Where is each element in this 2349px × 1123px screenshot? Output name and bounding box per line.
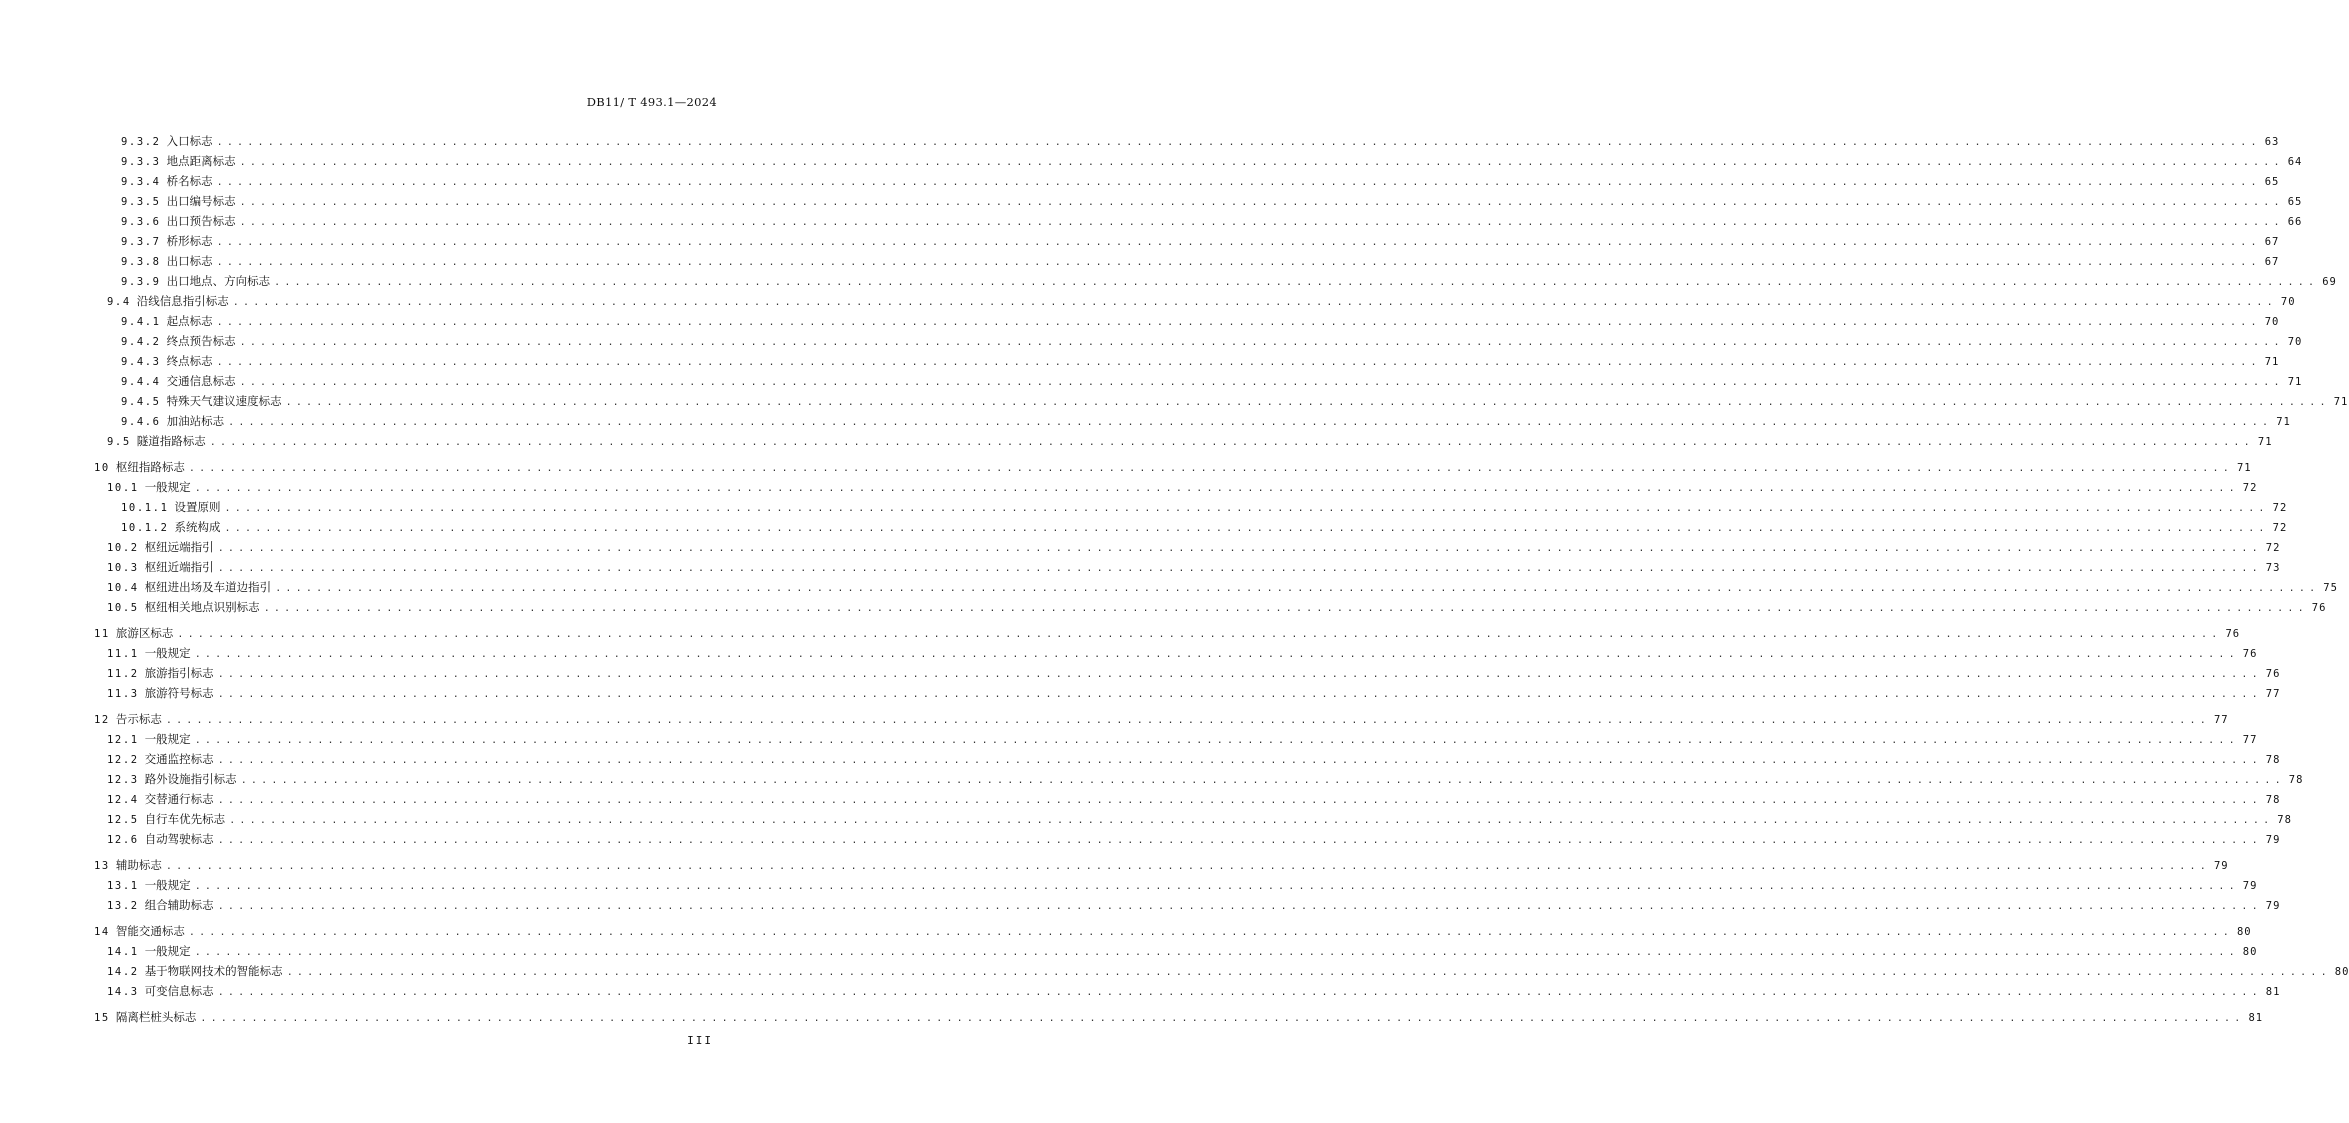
toc-entry[interactable] <box>0 331 2303 351</box>
toc-dot-leader: ........................................................................................................................................................................................................ <box>188 463 2233 474</box>
toc-entry-page: 79 <box>2242 880 2258 892</box>
toc-entry-page: 79 <box>2265 834 2281 846</box>
toc-entry[interactable] <box>0 663 2281 683</box>
toc-dot-leader: ........................................................................................................................................................................................................ <box>200 1013 2245 1024</box>
toc-entry[interactable] <box>0 623 2241 643</box>
toc-entry-title: 起点标志 <box>166 314 213 328</box>
toc-dot-leader: ........................................................................................................................................................................................................ <box>217 669 2262 680</box>
toc-entry[interactable] <box>0 981 2281 1001</box>
toc-entry-title: 入口标志 <box>166 134 213 148</box>
toc-dot-leader: ........................................................................................................................................................................................................ <box>239 337 2284 348</box>
toc-entry-page: 71 <box>2276 416 2291 428</box>
toc-entry-title: 桥形标志 <box>166 234 213 248</box>
toc-entry-page: 73 <box>2265 562 2281 574</box>
toc-entry-page: 77 <box>2242 734 2258 746</box>
toc-entry-page: 79 <box>2265 900 2281 912</box>
toc-entry[interactable] <box>0 311 2280 331</box>
toc-entry-title: 加油站标志 <box>166 414 225 428</box>
toc-entry[interactable] <box>0 729 2258 749</box>
toc-entry[interactable] <box>0 643 2258 663</box>
toc-entry[interactable] <box>0 769 2304 789</box>
toc-entry-number: 11 <box>94 628 110 640</box>
toc-dot-leader: ........................................................................................................................................................................................................ <box>165 861 2210 872</box>
toc-entry-title: 组合辅助标志 <box>144 898 214 912</box>
toc-dot-leader: ........................................................................................................................................................................................................ <box>239 157 2284 168</box>
toc-entry[interactable] <box>0 211 2303 231</box>
toc-entry-title: 辅助标志 <box>115 858 162 872</box>
toc-entry-title: 旅游符号标志 <box>144 686 214 700</box>
toc-entry-page: 72 <box>2242 482 2258 494</box>
toc-entry[interactable] <box>0 557 2281 577</box>
toc-dot-leader: ........................................................................................................................................................................................................ <box>216 257 2261 268</box>
toc-entry-page: 80 <box>2242 946 2258 958</box>
document-code: DB11/ T 493.1—2024 <box>586 95 717 109</box>
toc-entry-page: 71 <box>2236 462 2252 474</box>
toc-entry-page: 71 <box>2257 436 2273 448</box>
toc-entry-number: 10.1.2 <box>121 522 169 534</box>
toc-dot-leader: ........................................................................................................................................................................................................ <box>209 437 2254 448</box>
toc-entry-page: 69 <box>2322 276 2337 288</box>
toc-entry[interactable] <box>0 191 2303 211</box>
toc-entry-number: 14 <box>94 926 110 938</box>
toc-entry-page: 79 <box>2213 860 2229 872</box>
toc-dot-leader: ........................................................................................................................................................................................................ <box>188 927 2233 938</box>
toc-entry[interactable] <box>0 517 2288 537</box>
toc-entry[interactable] <box>0 537 2281 557</box>
toc-entry[interactable] <box>0 411 2291 431</box>
toc-entry[interactable] <box>0 829 2281 849</box>
toc-entry-number: 9.5 <box>107 436 131 448</box>
toc-dot-leader: ........................................................................................................................................................................................................ <box>232 297 2277 308</box>
toc-entry[interactable] <box>0 231 2280 251</box>
toc-dot-leader: ........................................................................................................................................................................................................ <box>217 835 2262 846</box>
toc-entry-page: 66 <box>2287 216 2303 228</box>
toc-entry-number: 14.3 <box>107 986 139 998</box>
toc-entry[interactable] <box>0 457 2252 477</box>
table-of-contents <box>0 131 2349 1027</box>
toc-entry-number: 12.4 <box>107 794 139 806</box>
toc-dot-leader: ........................................................................................................................................................................................................ <box>229 815 2274 826</box>
toc-entry-title: 自动驾驶标志 <box>144 832 214 846</box>
toc-entry-title: 交通监控标志 <box>144 752 214 766</box>
toc-entry-page: 75 <box>2323 582 2338 594</box>
toc-entry-title: 出口标志 <box>166 254 213 268</box>
toc-entry-number: 9.4.4 <box>121 376 161 388</box>
toc-entry-title: 一般规定 <box>144 732 191 746</box>
toc-entry-title: 枢纽远端指引 <box>144 540 214 554</box>
toc-entry-title: 枢纽相关地点识别标志 <box>144 600 260 614</box>
toc-entry[interactable] <box>0 895 2281 915</box>
toc-entry-page: 78 <box>2288 774 2304 786</box>
toc-entry-page: 77 <box>2213 714 2229 726</box>
toc-entry[interactable] <box>0 855 2229 875</box>
toc-entry-title: 旅游区标志 <box>115 626 174 640</box>
toc-entry-page: 81 <box>2248 1012 2264 1024</box>
toc-entry[interactable] <box>0 431 2273 451</box>
toc-entry-page: 71 <box>2333 396 2349 408</box>
toc-entry-page: 80 <box>2236 926 2252 938</box>
toc-entry-title: 枢纽指路标志 <box>115 460 185 474</box>
toc-entry-number: 12.2 <box>107 754 139 766</box>
toc-entry-title: 交替通行标志 <box>144 792 214 806</box>
toc-entry-title: 枢纽近端指引 <box>144 560 214 574</box>
toc-entry-number: 9.4.6 <box>121 416 161 428</box>
toc-entry-title: 一般规定 <box>144 878 191 892</box>
toc-entry-number: 13 <box>94 860 110 872</box>
toc-entry-page: 76 <box>2242 648 2258 660</box>
toc-entry-page: 81 <box>2265 986 2281 998</box>
toc-entry-title: 设置原则 <box>174 500 221 514</box>
toc-entry[interactable] <box>0 477 2258 497</box>
toc-entry[interactable] <box>0 961 2349 981</box>
toc-dot-leader: ........................................................................................................................................................................................................ <box>216 237 2261 248</box>
toc-entry-page: 76 <box>2225 628 2241 640</box>
toc-entry-title: 隧道指路标志 <box>136 434 206 448</box>
toc-entry-title: 路外设施指引标志 <box>144 772 237 786</box>
toc-entry[interactable] <box>0 577 2338 597</box>
toc-entry[interactable] <box>0 683 2281 703</box>
toc-entry[interactable] <box>0 709 2229 729</box>
toc-entry-number: 9.3.9 <box>121 276 161 288</box>
toc-dot-leader: ........................................................................................................................................................................................................ <box>217 543 2262 554</box>
toc-entry-number: 12.1 <box>107 734 139 746</box>
toc-entry[interactable] <box>0 251 2280 271</box>
toc-entry-page: 67 <box>2264 236 2280 248</box>
toc-entry-number: 12.6 <box>107 834 139 846</box>
toc-entry-number: 9.3.3 <box>121 156 161 168</box>
toc-entry-page: 72 <box>2272 502 2288 514</box>
toc-entry-number: 10.2 <box>107 542 139 554</box>
toc-entry-page: 70 <box>2280 296 2296 308</box>
toc-entry-title: 桥名标志 <box>166 174 213 188</box>
toc-dot-leader: ........................................................................................................................................................................................................ <box>194 881 2239 892</box>
toc-entry-title: 沿线信息指引标志 <box>136 294 229 308</box>
toc-entry-title: 系统构成 <box>174 520 221 534</box>
toc-dot-leader: ........................................................................................................................................................................................................ <box>165 715 2210 726</box>
toc-entry-number: 9.4 <box>107 296 131 308</box>
toc-dot-leader: ........................................................................................................................................................................................................ <box>217 563 2262 574</box>
toc-dot-leader: ........................................................................................................................................................................................................ <box>217 795 2262 806</box>
toc-dot-leader: ........................................................................................................................................................................................................ <box>275 583 2320 594</box>
toc-entry-title: 隔离栏桩头标志 <box>115 1010 197 1024</box>
toc-entry[interactable] <box>0 941 2258 961</box>
toc-entry[interactable] <box>0 371 2303 391</box>
toc-entry-number: 13.1 <box>107 880 139 892</box>
toc-dot-leader: ........................................................................................................................................................................................................ <box>216 177 2261 188</box>
toc-entry[interactable] <box>0 291 2296 311</box>
page-number: III <box>687 1034 713 1047</box>
toc-dot-leader: ........................................................................................................................................................................................................ <box>274 277 2319 288</box>
toc-entry-number: 15 <box>94 1012 110 1024</box>
toc-entry-number: 12 <box>94 714 110 726</box>
toc-entry-title: 旅游指引标志 <box>144 666 214 680</box>
toc-dot-leader: ........................................................................................................................................................................................................ <box>240 775 2285 786</box>
toc-entry-title: 一般规定 <box>144 646 191 660</box>
toc-entry[interactable] <box>0 809 2292 829</box>
toc-entry-number: 12.3 <box>107 774 139 786</box>
toc-dot-leader: ........................................................................................................................................................................................................ <box>217 689 2262 700</box>
toc-entry-title: 交通信息标志 <box>166 374 236 388</box>
toc-entry-number: 12.5 <box>107 814 139 826</box>
toc-entry[interactable] <box>0 921 2252 941</box>
toc-entry-title: 自行车优先标志 <box>144 812 226 826</box>
toc-entry-number: 10.3 <box>107 562 139 574</box>
toc-entry-number: 9.4.2 <box>121 336 161 348</box>
toc-entry-number: 10.4 <box>107 582 139 594</box>
toc-entry[interactable] <box>0 789 2281 809</box>
toc-dot-leader: ........................................................................................................................................................................................................ <box>194 649 2239 660</box>
toc-entry-page: 78 <box>2265 754 2281 766</box>
toc-entry[interactable] <box>0 875 2258 895</box>
toc-entry-title: 出口预告标志 <box>166 214 236 228</box>
toc-entry[interactable] <box>0 597 2327 617</box>
toc-entry[interactable] <box>0 391 2349 411</box>
toc-entry-title: 告示标志 <box>115 712 162 726</box>
toc-entry-page: 77 <box>2265 688 2281 700</box>
toc-entry[interactable] <box>0 749 2281 769</box>
toc-entry-page: 67 <box>2264 256 2280 268</box>
toc-entry[interactable] <box>0 1007 2264 1027</box>
toc-dot-leader: ........................................................................................................................................................................................................ <box>239 217 2284 228</box>
toc-dot-leader: ........................................................................................................................................................................................................ <box>194 947 2239 958</box>
toc-dot-leader: ........................................................................................................................................................................................................ <box>239 197 2284 208</box>
toc-entry[interactable] <box>0 497 2288 517</box>
toc-dot-leader: ........................................................................................................................................................................................................ <box>216 317 2261 328</box>
toc-entry-number: 9.4.5 <box>121 396 161 408</box>
toc-entry-number: 9.3.8 <box>121 256 161 268</box>
toc-entry-page: 80 <box>2334 966 2349 978</box>
toc-dot-leader: ........................................................................................................................................................................................................ <box>216 137 2261 148</box>
toc-dot-leader: ........................................................................................................................................................................................................ <box>263 603 2308 614</box>
toc-dot-leader: ........................................................................................................................................................................................................ <box>177 629 2222 640</box>
toc-entry-number: 9.3.4 <box>121 176 161 188</box>
toc-entry-number: 11.1 <box>107 648 139 660</box>
toc-dot-leader: ........................................................................................................................................................................................................ <box>217 901 2262 912</box>
toc-entry-page: 63 <box>2264 136 2280 148</box>
toc-entry-number: 11.3 <box>107 688 139 700</box>
toc-entry-title: 一般规定 <box>144 480 191 494</box>
toc-entry-title: 一般规定 <box>144 944 191 958</box>
toc-dot-leader: ........................................................................................................................................................................................................ <box>224 503 2269 514</box>
toc-entry-number: 9.3.6 <box>121 216 161 228</box>
toc-entry-number: 9.3.2 <box>121 136 161 148</box>
toc-dot-leader: ........................................................................................................................................................................................................ <box>286 967 2331 978</box>
toc-entry-title: 基于物联网技术的智能标志 <box>144 964 283 978</box>
toc-entry-title: 出口编号标志 <box>166 194 236 208</box>
toc-entry-page: 64 <box>2287 156 2303 168</box>
toc-entry-page: 65 <box>2264 176 2280 188</box>
toc-entry-number: 10.1.1 <box>121 502 169 514</box>
toc-entry-page: 65 <box>2287 196 2303 208</box>
toc-entry[interactable] <box>0 351 2280 371</box>
toc-entry-page: 70 <box>2264 316 2280 328</box>
toc-entry-title: 枢纽进出场及车道边指引 <box>144 580 272 594</box>
toc-dot-leader: ........................................................................................................................................................................................................ <box>216 357 2261 368</box>
toc-entry-page: 71 <box>2264 356 2280 368</box>
toc-dot-leader: ........................................................................................................................................................................................................ <box>194 735 2239 746</box>
toc-entry-number: 14.1 <box>107 946 139 958</box>
toc-dot-leader: ........................................................................................................................................................................................................ <box>217 755 2262 766</box>
toc-dot-leader: ........................................................................................................................................................................................................ <box>285 397 2330 408</box>
toc-dot-leader: ........................................................................................................................................................................................................ <box>217 987 2262 998</box>
toc-dot-leader: ........................................................................................................................................................................................................ <box>239 377 2284 388</box>
toc-entry-number: 9.3.5 <box>121 196 161 208</box>
toc-dot-leader: ........................................................................................................................................................................................................ <box>224 523 2269 534</box>
toc-entry-number: 11.2 <box>107 668 139 680</box>
toc-entry[interactable] <box>0 271 2337 291</box>
toc-entry-title: 终点预告标志 <box>166 334 236 348</box>
toc-entry[interactable] <box>0 151 2303 171</box>
toc-entry-title: 终点标志 <box>166 354 213 368</box>
toc-dot-leader: ........................................................................................................................................................................................................ <box>194 483 2239 494</box>
toc-entry-number: 10.1 <box>107 482 139 494</box>
toc-entry[interactable] <box>0 131 2280 151</box>
toc-entry-title: 智能交通标志 <box>115 924 185 938</box>
toc-entry-number: 9.4.1 <box>121 316 161 328</box>
toc-entry-title: 特殊天气建议速度标志 <box>166 394 282 408</box>
toc-entry-number: 10.5 <box>107 602 139 614</box>
toc-entry-title: 出口地点、方向标志 <box>166 274 271 288</box>
toc-entry-page: 78 <box>2277 814 2292 826</box>
toc-entry[interactable] <box>0 171 2280 191</box>
toc-entry-number: 13.2 <box>107 900 139 912</box>
toc-entry-page: 72 <box>2265 542 2281 554</box>
toc-entry-page: 72 <box>2272 522 2288 534</box>
toc-entry-title: 地点距离标志 <box>166 154 236 168</box>
toc-entry-number: 10 <box>94 462 110 474</box>
toc-dot-leader: ........................................................................................................................................................................................................ <box>228 417 2273 428</box>
toc-entry-page: 76 <box>2311 602 2327 614</box>
toc-entry-page: 78 <box>2265 794 2281 806</box>
toc-entry-page: 76 <box>2265 668 2281 680</box>
toc-entry-page: 70 <box>2287 336 2303 348</box>
toc-entry-number: 9.4.3 <box>121 356 161 368</box>
toc-entry-title: 可变信息标志 <box>144 984 214 998</box>
toc-entry-number: 14.2 <box>107 966 139 978</box>
toc-entry-page: 71 <box>2287 376 2303 388</box>
toc-entry-number: 9.3.7 <box>121 236 161 248</box>
